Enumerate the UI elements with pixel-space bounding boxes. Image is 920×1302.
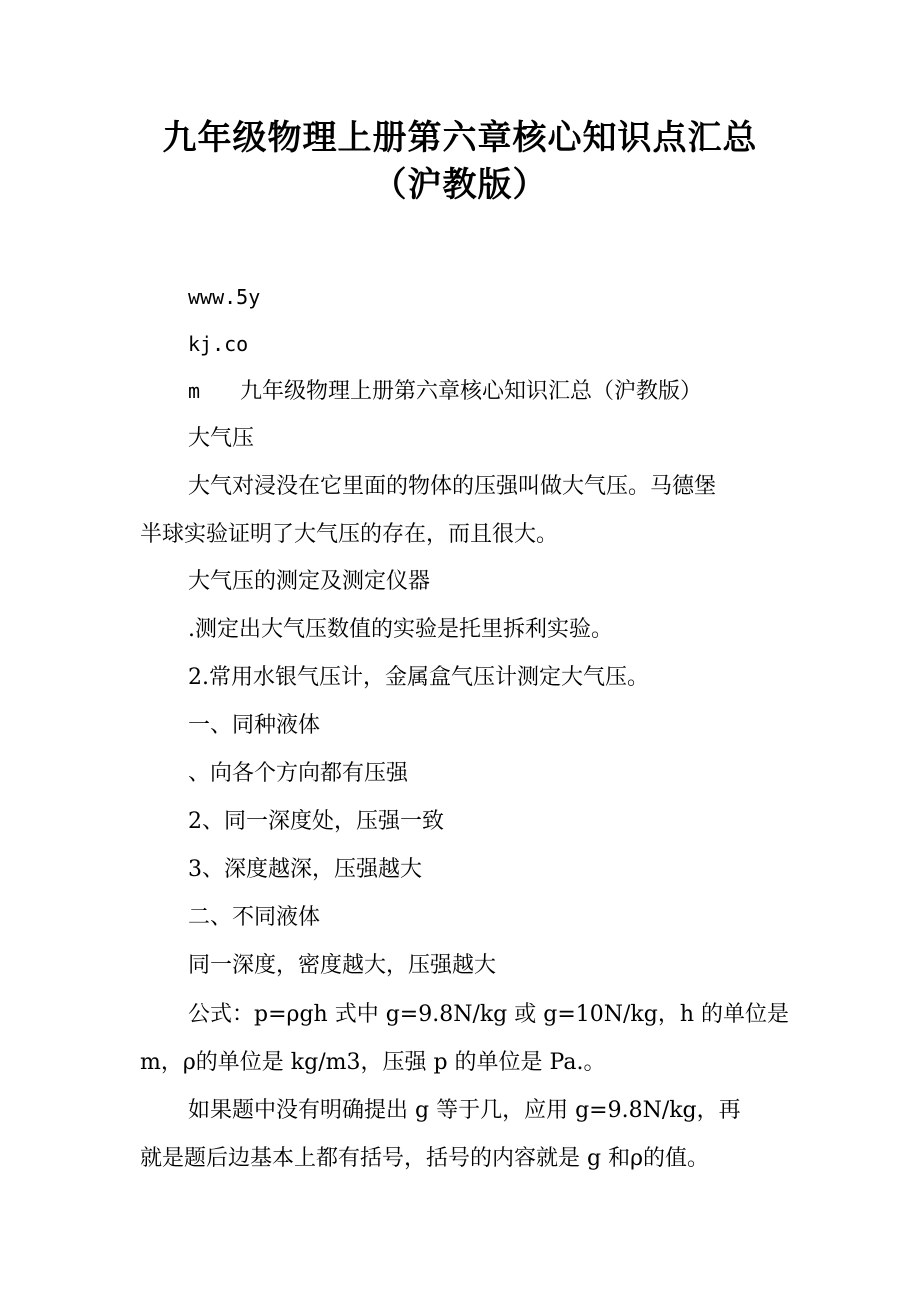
note-line-2: 就是题后边基本上都有括号，括号的内容就是 g 和ρ的值。: [140, 1146, 710, 1171]
intro-line: [188, 376, 702, 407]
url-fragment-2: kj.co: [188, 332, 249, 356]
url-fragment-1: www.5y: [188, 285, 261, 309]
intro-title: 九年级物理上册第六章核心知识汇总（沪教版）: [240, 379, 703, 404]
document-title-line-2: （沪教版）: [372, 165, 548, 205]
note-line-1: 如果题中没有明确提出 g 等于几，应用 g=9.8N/kg，再: [188, 1098, 741, 1123]
heading-atmospheric-pressure: 大气压: [188, 426, 255, 451]
atm-definition-line-2: 半球实验证明了大气压的存在，而且很大。: [140, 522, 559, 547]
heading-same-liquid: 一、同种液体: [188, 713, 321, 738]
different-liquid-item-1: 同一深度，密度越大，压强越大: [188, 953, 497, 978]
heading-different-liquid: 二、不同液体: [188, 905, 321, 930]
atm-definition-line-1: 大气对浸没在它里面的物体的压强叫做大气压。马德堡: [188, 474, 717, 499]
url-fragment-3: m: [188, 379, 201, 403]
measurement-item-2: 2.常用水银气压计，金属盒气压计测定大气压。: [188, 665, 649, 690]
document-title-line-1: 九年级物理上册第六章核心知识点汇总: [162, 118, 758, 158]
same-liquid-item-1: 、向各个方向都有压强: [188, 761, 409, 786]
heading-measurement: 大气压的测定及测定仪器: [188, 569, 431, 594]
formula-line-2: m，ρ的单位是 kg/m3，压强 p 的单位是 Pa.。: [140, 1050, 606, 1075]
formula-line-1: 公式：p=ρgh 式中 g=9.8N/kg 或 g=10N/kg，h 的单位是: [188, 1002, 790, 1027]
measurement-item-1: .测定出大气压数值的实验是托里拆利实验。: [188, 617, 613, 642]
same-liquid-item-2: 2、同一深度处，压强一致: [188, 809, 444, 834]
same-liquid-item-3: 3、深度越深，压强越大: [188, 857, 422, 882]
